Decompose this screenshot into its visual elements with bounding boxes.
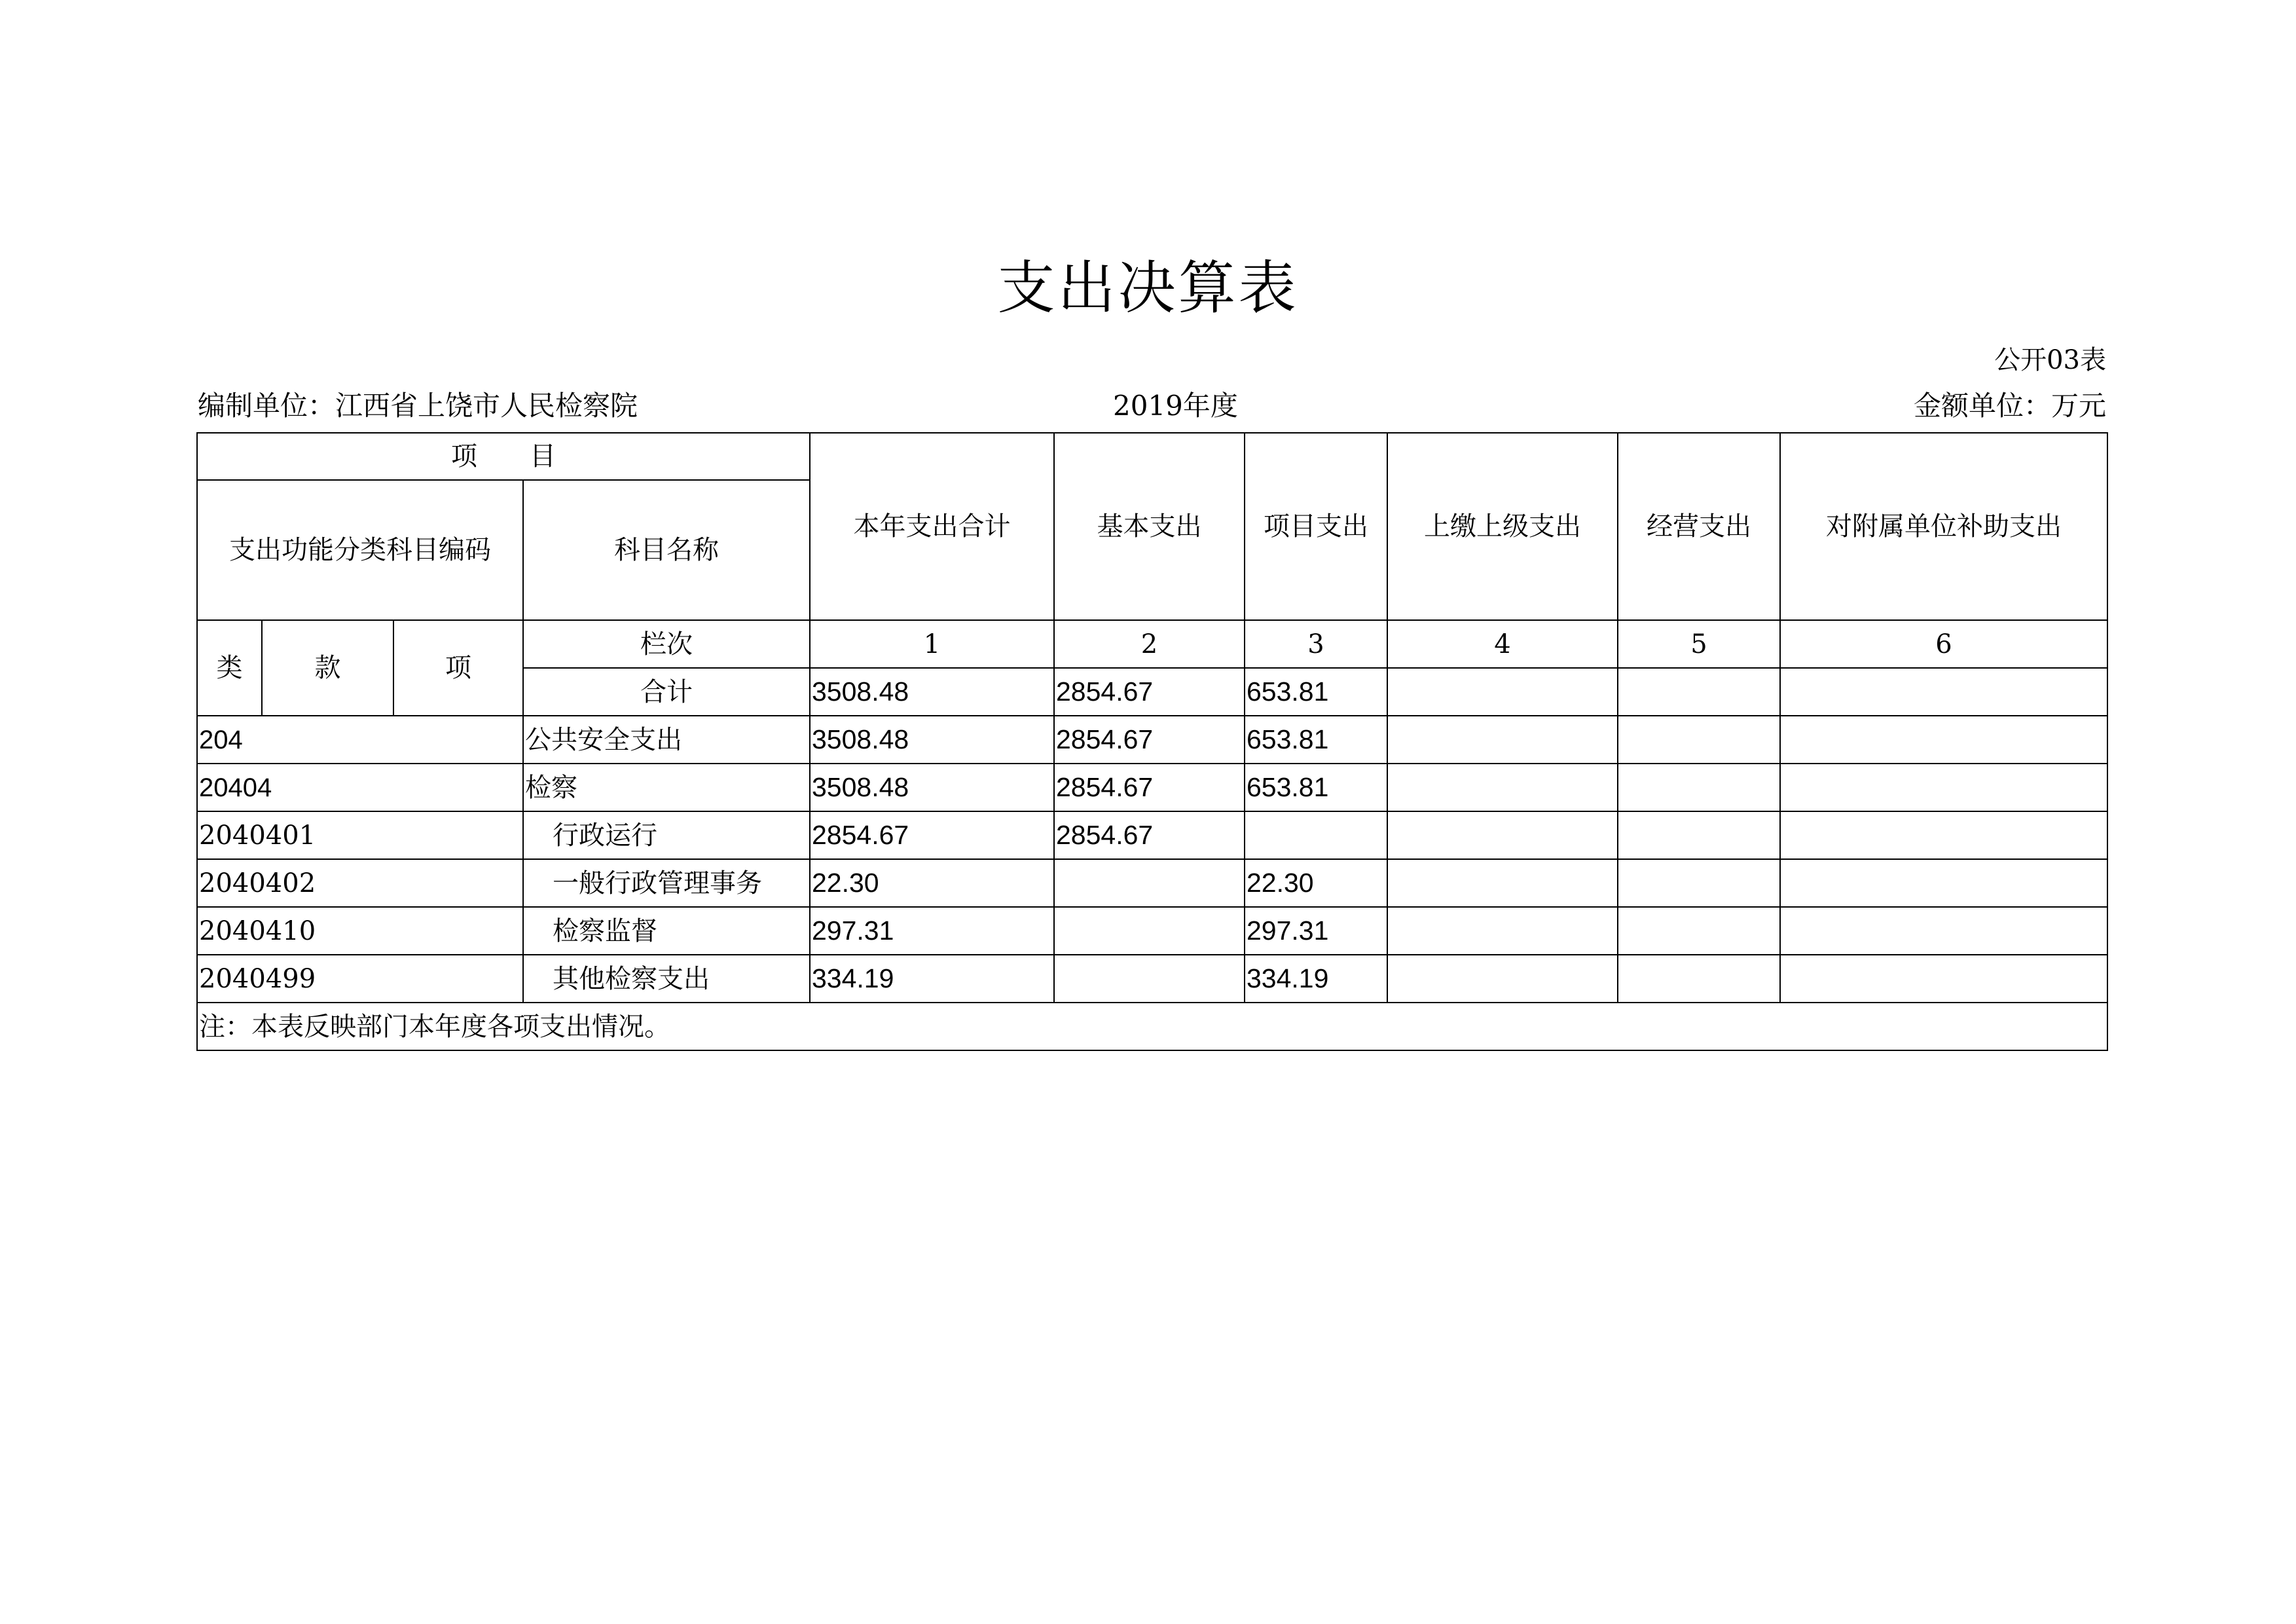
row-value	[1387, 716, 1618, 764]
row-value	[1387, 907, 1618, 955]
total-value	[1387, 668, 1618, 716]
header-col-project: 项目支出	[1245, 433, 1387, 620]
row-value	[1387, 764, 1618, 811]
row-value	[1780, 716, 2107, 764]
header-col-basic: 基本支出	[1054, 433, 1245, 620]
amount-unit: 金额单位：万元	[1913, 390, 2106, 422]
col-number: 6	[1780, 620, 2107, 668]
row-value: 2854.67	[1054, 716, 1245, 764]
row-value	[1618, 859, 1780, 907]
note-row	[197, 1003, 2107, 1050]
col-number: 2	[1054, 620, 1245, 668]
row-name: 一般行政管理事务	[523, 859, 810, 907]
header-item: 项 目	[197, 433, 810, 480]
header-col-subsidy: 对附属单位补助支出	[1780, 433, 2107, 620]
row-value: 334.19	[1245, 955, 1387, 1003]
row-value: 334.19	[810, 955, 1054, 1003]
col-number: 1	[810, 620, 1054, 668]
row-value	[1780, 764, 2107, 811]
row-value	[1780, 811, 2107, 859]
row-value	[1618, 764, 1780, 811]
row-value: 2854.67	[1054, 764, 1245, 811]
row-value	[1054, 907, 1245, 955]
row-value: 22.30	[810, 859, 1054, 907]
header-code: 支出功能分类科目编码	[197, 480, 523, 620]
table-row	[197, 859, 2107, 907]
form-number: 公开03表	[1994, 345, 2106, 375]
row-value	[1387, 955, 1618, 1003]
row-value	[1618, 907, 1780, 955]
row-code: 2040402	[197, 859, 523, 907]
header-col-business: 经营支出	[1618, 433, 1780, 620]
expenditure-table	[196, 432, 2108, 1051]
row-name: 其他检察支出	[523, 955, 810, 1003]
row-value: 2854.67	[1054, 811, 1245, 859]
header-col-total: 本年支出合计	[810, 433, 1054, 620]
row-name: 行政运行	[523, 811, 810, 859]
row-value	[1618, 716, 1780, 764]
row-name: 检察	[523, 764, 810, 811]
header-col-remit-upper: 上缴上级支出	[1387, 433, 1618, 620]
row-code: 2040410	[197, 907, 523, 955]
row-value	[1780, 859, 2107, 907]
col-number: 5	[1618, 620, 1780, 668]
total-value: 3508.48	[810, 668, 1054, 716]
compiling-unit: 编制单位：江西省上饶市人民检察院	[198, 390, 638, 422]
row-value	[1054, 955, 1245, 1003]
row-value	[1780, 955, 2107, 1003]
header-lei: 类	[197, 620, 262, 716]
document-title: 支出决算表	[997, 254, 1299, 322]
row-value: 653.81	[1245, 764, 1387, 811]
row-value	[1387, 859, 1618, 907]
row-value	[1245, 811, 1387, 859]
header-row-1	[197, 433, 2107, 480]
row-code: 20404	[197, 764, 523, 811]
table-row	[197, 811, 2107, 859]
row-value	[1780, 907, 2107, 955]
row-value: 3508.48	[810, 716, 1054, 764]
row-code: 2040499	[197, 955, 523, 1003]
header-kuan: 款	[262, 620, 393, 716]
table-row	[197, 764, 2107, 811]
total-value	[1780, 668, 2107, 716]
row-value: 297.31	[1245, 907, 1387, 955]
fiscal-year: 2019年度	[1113, 390, 1238, 422]
total-value: 2854.67	[1054, 668, 1245, 716]
row-code: 2040401	[197, 811, 523, 859]
column-number-row	[197, 620, 2107, 668]
total-value	[1618, 668, 1780, 716]
header-name: 科目名称	[523, 480, 810, 620]
total-label: 合计	[523, 668, 810, 716]
table-row	[197, 907, 2107, 955]
total-value: 653.81	[1245, 668, 1387, 716]
table-note: 注：本表反映部门本年度各项支出情况。	[197, 1003, 2107, 1050]
row-value: 22.30	[1245, 859, 1387, 907]
row-value: 2854.67	[810, 811, 1054, 859]
row-code: 204	[197, 716, 523, 764]
row-value	[1618, 811, 1780, 859]
row-value: 297.31	[810, 907, 1054, 955]
col-number: 3	[1245, 620, 1387, 668]
table-row	[197, 716, 2107, 764]
row-value	[1054, 859, 1245, 907]
row-value	[1618, 955, 1780, 1003]
row-name: 检察监督	[523, 907, 810, 955]
header-lanci: 栏次	[523, 620, 810, 668]
row-value: 653.81	[1245, 716, 1387, 764]
row-value	[1387, 811, 1618, 859]
header-xiang: 项	[393, 620, 523, 716]
col-number: 4	[1387, 620, 1618, 668]
row-value: 3508.48	[810, 764, 1054, 811]
row-name: 公共安全支出	[523, 716, 810, 764]
table-row	[197, 955, 2107, 1003]
